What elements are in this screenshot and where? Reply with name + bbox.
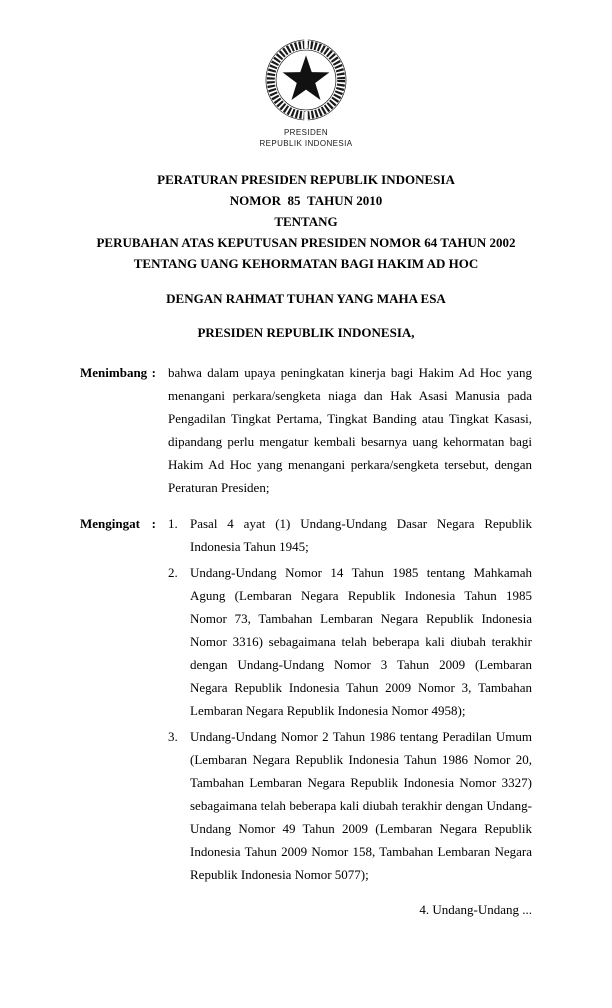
- item-text: Undang-Undang Nomor 2 Tahun 1986 tentang Peradilan Umum (Lembaran Negara Republik Indonesia Tahun 1986 Nomor 20, Tambahan Lembaran Negara Republik Indonesia Nomor 3327) sebagaimana telah beberapa kali diubah terakhir dengan Undang-Undang Nomor 49 Tahun 2009 (Lembaran Negara Republik Indonesia Tahun 2009 Nomor 158, Tambahan Lembaran Negara Republik Indonesia Nomor 5077);: [190, 729, 532, 882]
- menimbang-section: [80, 361, 532, 499]
- subject-line-1: PERUBAHAN ATAS KEPUTUSAN PRESIDEN NOMOR 64 TAHUN 2002: [96, 235, 516, 250]
- invocation-line: DENGAN RAHMAT TUHAN YANG MAHA ESA: [166, 291, 446, 306]
- legal-basis-item: [168, 561, 532, 722]
- menimbang-paragraph: bahwa dalam upaya peningkatan kinerja bagi Hakim Ad Hoc yang menangani perkara/sengketa niaga dan Hak Asasi Manusia pada Pengadilan Tingkat Pertama, Tingkat Banding atau Tingkat Kasasi, dipandang perlu mengatur kembali besarnya uang kehormatan bagi Hakim Ad Hoc yang menangani perkara/sengketa tersebut, dengan Peraturan Presiden;: [168, 365, 532, 495]
- menimbang-label: [80, 361, 156, 384]
- tentang-label: TENTANG: [274, 214, 338, 229]
- regulation-title: PERATURAN PRESIDEN REPUBLIK INDONESIA: [157, 172, 455, 187]
- page-catchword: 4. Undang-Undang ...: [419, 902, 532, 917]
- mengingat-label-word: Mengingat: [80, 516, 140, 531]
- subject-line-2: TENTANG UANG KEHORMATAN BAGI HAKIM AD HOC: [133, 256, 479, 271]
- presidential-seal-icon: [262, 36, 350, 124]
- menimbang-label-colon: :: [151, 365, 156, 380]
- letterhead-office-line1: PRESIDEN: [283, 128, 329, 137]
- star-shape: [283, 55, 330, 100]
- item-text: Undang-Undang Nomor 14 Tahun 1985 tentang Mahkamah Agung (Lembaran Negara Republik Indonesia Tahun 1985 Nomor 73, Tambahan Lembaran Negara Republik Indonesia Nomor 3316) sebagaimana telah beberapa kali diubah terakhir dengan Undang-Undang Nomor 3 Tahun 2009 (Lembaran Negara Republik Indonesia Tahun 2009 Nomor 3, Tambahan Lembaran Negara Republik Indonesia Nomor 4958);: [190, 565, 532, 718]
- mengingat-section: [80, 512, 532, 886]
- issuer-line: PRESIDEN REPUBLIK INDONESIA,: [197, 325, 415, 340]
- letterhead: [80, 36, 532, 149]
- menimbang-body: [168, 361, 532, 499]
- mengingat-label: [80, 512, 156, 535]
- letterhead-office-line2: REPUBLIK INDONESIA: [259, 139, 353, 148]
- legal-basis-item: [168, 725, 532, 886]
- mengingat-label-colon: :: [151, 516, 156, 531]
- item-number: 1.: [168, 516, 178, 531]
- item-number: 3.: [168, 729, 178, 744]
- regulation-number: NOMOR 85 TAHUN 2010: [229, 193, 383, 208]
- title-block: [80, 169, 532, 343]
- mengingat-body: [168, 512, 532, 886]
- item-text: Pasal 4 ayat (1) Undang-Undang Dasar Negara Republik Indonesia Tahun 1945;: [190, 516, 532, 554]
- item-number: 2.: [168, 565, 178, 580]
- legal-basis-item: [168, 512, 532, 558]
- menimbang-label-word: Menimbang: [80, 365, 148, 380]
